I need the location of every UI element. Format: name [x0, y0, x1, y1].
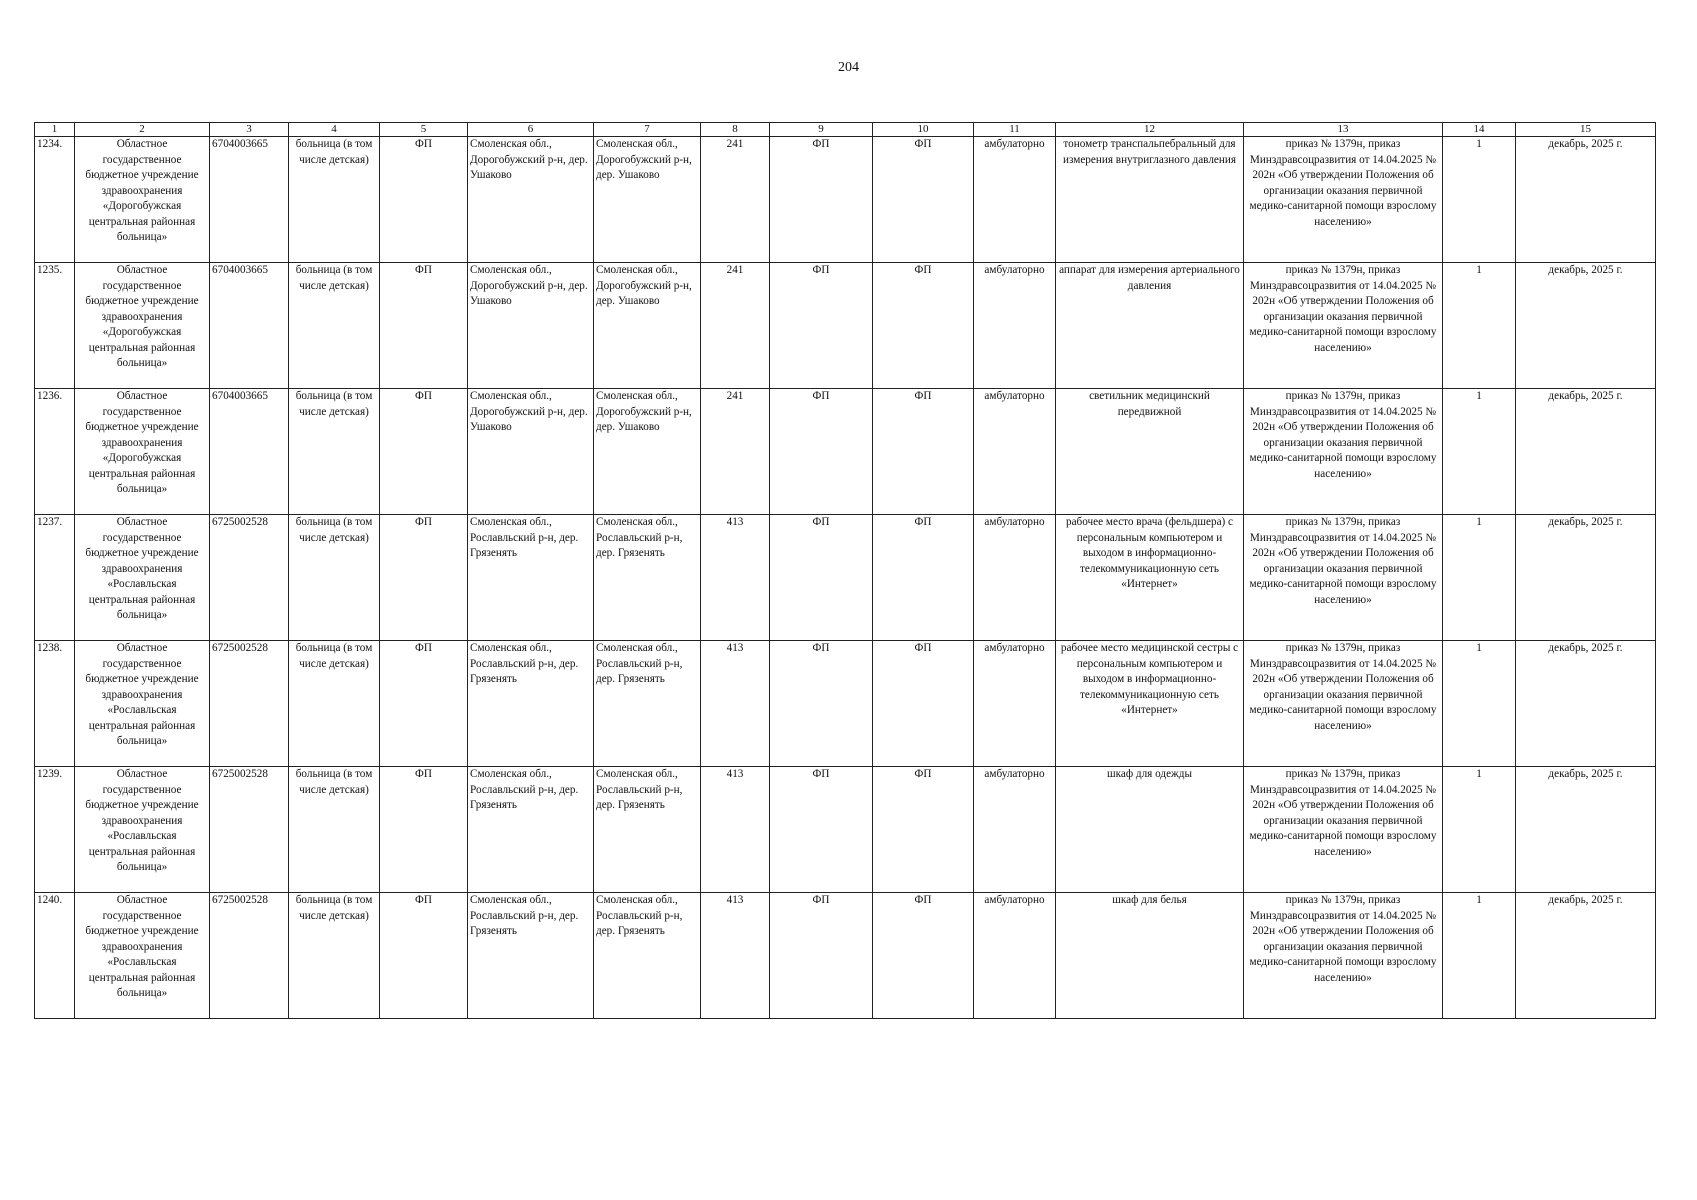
population: 413 [701, 893, 770, 1019]
regulatory-order: приказ № 1379н, приказ Минздравсоцразвития от 14.04.2025 № 202н «Об утверждении Положения об организации оказания первичной медико-санитарной помощи взрослому населению» [1244, 137, 1443, 263]
unit-type: ФП [380, 389, 468, 515]
address: Смоленская обл., Рославльский р-н, дер. Грязенять [468, 893, 594, 1019]
deadline: декабрь, 2025 г. [1516, 263, 1656, 389]
deadline: декабрь, 2025 г. [1516, 389, 1656, 515]
facility-type: больница (в том числе детская) [289, 389, 380, 515]
equipment-name: шкаф для одежды [1056, 767, 1244, 893]
population: 413 [701, 767, 770, 893]
organization-name: Областное государственное бюджетное учреждение здравоохранения «Рославльская центральная районная больница» [75, 515, 210, 641]
column-9-value: ФП [770, 389, 873, 515]
quantity: 1 [1443, 767, 1516, 893]
column-10-value: ФП [873, 515, 974, 641]
row-number: 1234. [35, 137, 75, 263]
facility-type: больница (в том числе детская) [289, 515, 380, 641]
column-header: 10 [873, 123, 974, 137]
unit-type: ФП [380, 263, 468, 389]
column-9-value: ФП [770, 137, 873, 263]
header-row [35, 123, 1656, 137]
organization-name: Областное государственное бюджетное учреждение здравоохранения «Рославльская центральная районная больница» [75, 767, 210, 893]
address: Смоленская обл., Рославльский р-н, дер. Грязенять [468, 767, 594, 893]
regulatory-order: приказ № 1379н, приказ Минздравсоцразвития от 14.04.2025 № 202н «Об утверждении Положения об организации оказания первичной медико-санитарной помощи взрослому населению» [1244, 767, 1443, 893]
table-row [35, 263, 1656, 389]
deadline: декабрь, 2025 г. [1516, 767, 1656, 893]
address: Смоленская обл., Рославльский р-н, дер. Грязенять [468, 641, 594, 767]
address-location: Смоленская обл., Рославльский р-н, дер. Грязенять [594, 641, 701, 767]
care-condition: амбулаторно [974, 767, 1056, 893]
address-location: Смоленская обл., Рославльский р-н, дер. Грязенять [594, 515, 701, 641]
table-row [35, 767, 1656, 893]
address-location: Смоленская обл., Дорогобужский р-н, дер. Ушаково [594, 389, 701, 515]
population: 241 [701, 137, 770, 263]
deadline: декабрь, 2025 г. [1516, 137, 1656, 263]
row-number: 1240. [35, 893, 75, 1019]
column-header: 15 [1516, 123, 1656, 137]
inn: 6704003665 [210, 263, 289, 389]
unit-type: ФП [380, 767, 468, 893]
address-location: Смоленская обл., Рославльский р-н, дер. Грязенять [594, 767, 701, 893]
quantity: 1 [1443, 893, 1516, 1019]
column-header: 4 [289, 123, 380, 137]
column-header: 5 [380, 123, 468, 137]
equipment-name: рабочее место медицинской сестры с персональным компьютером и выходом в информационно-телекоммуникационную сеть «Интернет» [1056, 641, 1244, 767]
deadline: декабрь, 2025 г. [1516, 641, 1656, 767]
column-header: 12 [1056, 123, 1244, 137]
facility-type: больница (в том числе детская) [289, 263, 380, 389]
deadline: декабрь, 2025 г. [1516, 515, 1656, 641]
regulatory-order: приказ № 1379н, приказ Минздравсоцразвития от 14.04.2025 № 202н «Об утверждении Положения об организации оказания первичной медико-санитарной помощи взрослому населению» [1244, 515, 1443, 641]
column-header: 6 [468, 123, 594, 137]
column-9-value: ФП [770, 893, 873, 1019]
column-header: 11 [974, 123, 1056, 137]
quantity: 1 [1443, 137, 1516, 263]
organization-name: Областное государственное бюджетное учреждение здравоохранения «Рославльская центральная районная больница» [75, 893, 210, 1019]
table-row [35, 389, 1656, 515]
table-row [35, 641, 1656, 767]
organization-name: Областное государственное бюджетное учреждение здравоохранения «Дорогобужская центральная районная больница» [75, 263, 210, 389]
table-row [35, 137, 1656, 263]
equipment-name: тонометр транспальпебральный для измерения внутриглазного давления [1056, 137, 1244, 263]
inn: 6725002528 [210, 767, 289, 893]
column-9-value: ФП [770, 641, 873, 767]
inn: 6704003665 [210, 389, 289, 515]
column-header: 3 [210, 123, 289, 137]
column-header: 8 [701, 123, 770, 137]
care-condition: амбулаторно [974, 389, 1056, 515]
facility-type: больница (в том числе детская) [289, 767, 380, 893]
table-row [35, 893, 1656, 1019]
quantity: 1 [1443, 641, 1516, 767]
care-condition: амбулаторно [974, 641, 1056, 767]
address: Смоленская обл., Дорогобужский р-н, дер. Ушаково [468, 263, 594, 389]
regulatory-order: приказ № 1379н, приказ Минздравсоцразвития от 14.04.2025 № 202н «Об утверждении Положения об организации оказания первичной медико-санитарной помощи взрослому населению» [1244, 389, 1443, 515]
row-number: 1237. [35, 515, 75, 641]
inn: 6725002528 [210, 515, 289, 641]
table-row [35, 515, 1656, 641]
address-location: Смоленская обл., Рославльский р-н, дер. Грязенять [594, 893, 701, 1019]
column-9-value: ФП [770, 263, 873, 389]
row-number: 1236. [35, 389, 75, 515]
column-10-value: ФП [873, 641, 974, 767]
equipment-name: светильник медицинский передвижной [1056, 389, 1244, 515]
column-9-value: ФП [770, 515, 873, 641]
equipment-name: рабочее место врача (фельдшера) с персональным компьютером и выходом в информационно-телекоммуникационную сеть «Интернет» [1056, 515, 1244, 641]
facility-type: больница (в том числе детская) [289, 893, 380, 1019]
column-10-value: ФП [873, 137, 974, 263]
row-number: 1239. [35, 767, 75, 893]
equipment-table [34, 122, 1656, 1019]
quantity: 1 [1443, 389, 1516, 515]
equipment-name: шкаф для белья [1056, 893, 1244, 1019]
column-header: 9 [770, 123, 873, 137]
care-condition: амбулаторно [974, 893, 1056, 1019]
deadline: декабрь, 2025 г. [1516, 893, 1656, 1019]
column-9-value: ФП [770, 767, 873, 893]
facility-type: больница (в том числе детская) [289, 137, 380, 263]
equipment-name: аппарат для измерения артериального давления [1056, 263, 1244, 389]
population: 413 [701, 641, 770, 767]
care-condition: амбулаторно [974, 515, 1056, 641]
address-location: Смоленская обл., Дорогобужский р-н, дер. Ушаково [594, 263, 701, 389]
care-condition: амбулаторно [974, 137, 1056, 263]
unit-type: ФП [380, 893, 468, 1019]
column-header: 7 [594, 123, 701, 137]
regulatory-order: приказ № 1379н, приказ Минздравсоцразвития от 14.04.2025 № 202н «Об утверждении Положения об организации оказания первичной медико-санитарной помощи взрослому населению» [1244, 893, 1443, 1019]
column-header: 13 [1244, 123, 1443, 137]
column-10-value: ФП [873, 263, 974, 389]
inn: 6704003665 [210, 137, 289, 263]
row-number: 1238. [35, 641, 75, 767]
organization-name: Областное государственное бюджетное учреждение здравоохранения «Дорогобужская центральная районная больница» [75, 389, 210, 515]
column-header: 2 [75, 123, 210, 137]
population: 413 [701, 515, 770, 641]
page-number: 204 [838, 60, 859, 75]
unit-type: ФП [380, 641, 468, 767]
unit-type: ФП [380, 515, 468, 641]
quantity: 1 [1443, 263, 1516, 389]
column-header: 14 [1443, 123, 1516, 137]
population: 241 [701, 389, 770, 515]
facility-type: больница (в том числе детская) [289, 641, 380, 767]
address-location: Смоленская обл., Дорогобужский р-н, дер. Ушаково [594, 137, 701, 263]
organization-name: Областное государственное бюджетное учреждение здравоохранения «Рославльская центральная районная больница» [75, 641, 210, 767]
regulatory-order: приказ № 1379н, приказ Минздравсоцразвития от 14.04.2025 № 202н «Об утверждении Положения об организации оказания первичной медико-санитарной помощи взрослому населению» [1244, 641, 1443, 767]
column-10-value: ФП [873, 389, 974, 515]
address: Смоленская обл., Дорогобужский р-н, дер. Ушаково [468, 389, 594, 515]
column-10-value: ФП [873, 893, 974, 1019]
quantity: 1 [1443, 515, 1516, 641]
regulatory-order: приказ № 1379н, приказ Минздравсоцразвития от 14.04.2025 № 202н «Об утверждении Положения об организации оказания первичной медико-санитарной помощи взрослому населению» [1244, 263, 1443, 389]
inn: 6725002528 [210, 893, 289, 1019]
population: 241 [701, 263, 770, 389]
unit-type: ФП [380, 137, 468, 263]
address: Смоленская обл., Дорогобужский р-н, дер. Ушаково [468, 137, 594, 263]
row-number: 1235. [35, 263, 75, 389]
column-header: 1 [35, 123, 75, 137]
address: Смоленская обл., Рославльский р-н, дер. Грязенять [468, 515, 594, 641]
care-condition: амбулаторно [974, 263, 1056, 389]
organization-name: Областное государственное бюджетное учреждение здравоохранения «Дорогобужская центральная районная больница» [75, 137, 210, 263]
column-10-value: ФП [873, 767, 974, 893]
inn: 6725002528 [210, 641, 289, 767]
